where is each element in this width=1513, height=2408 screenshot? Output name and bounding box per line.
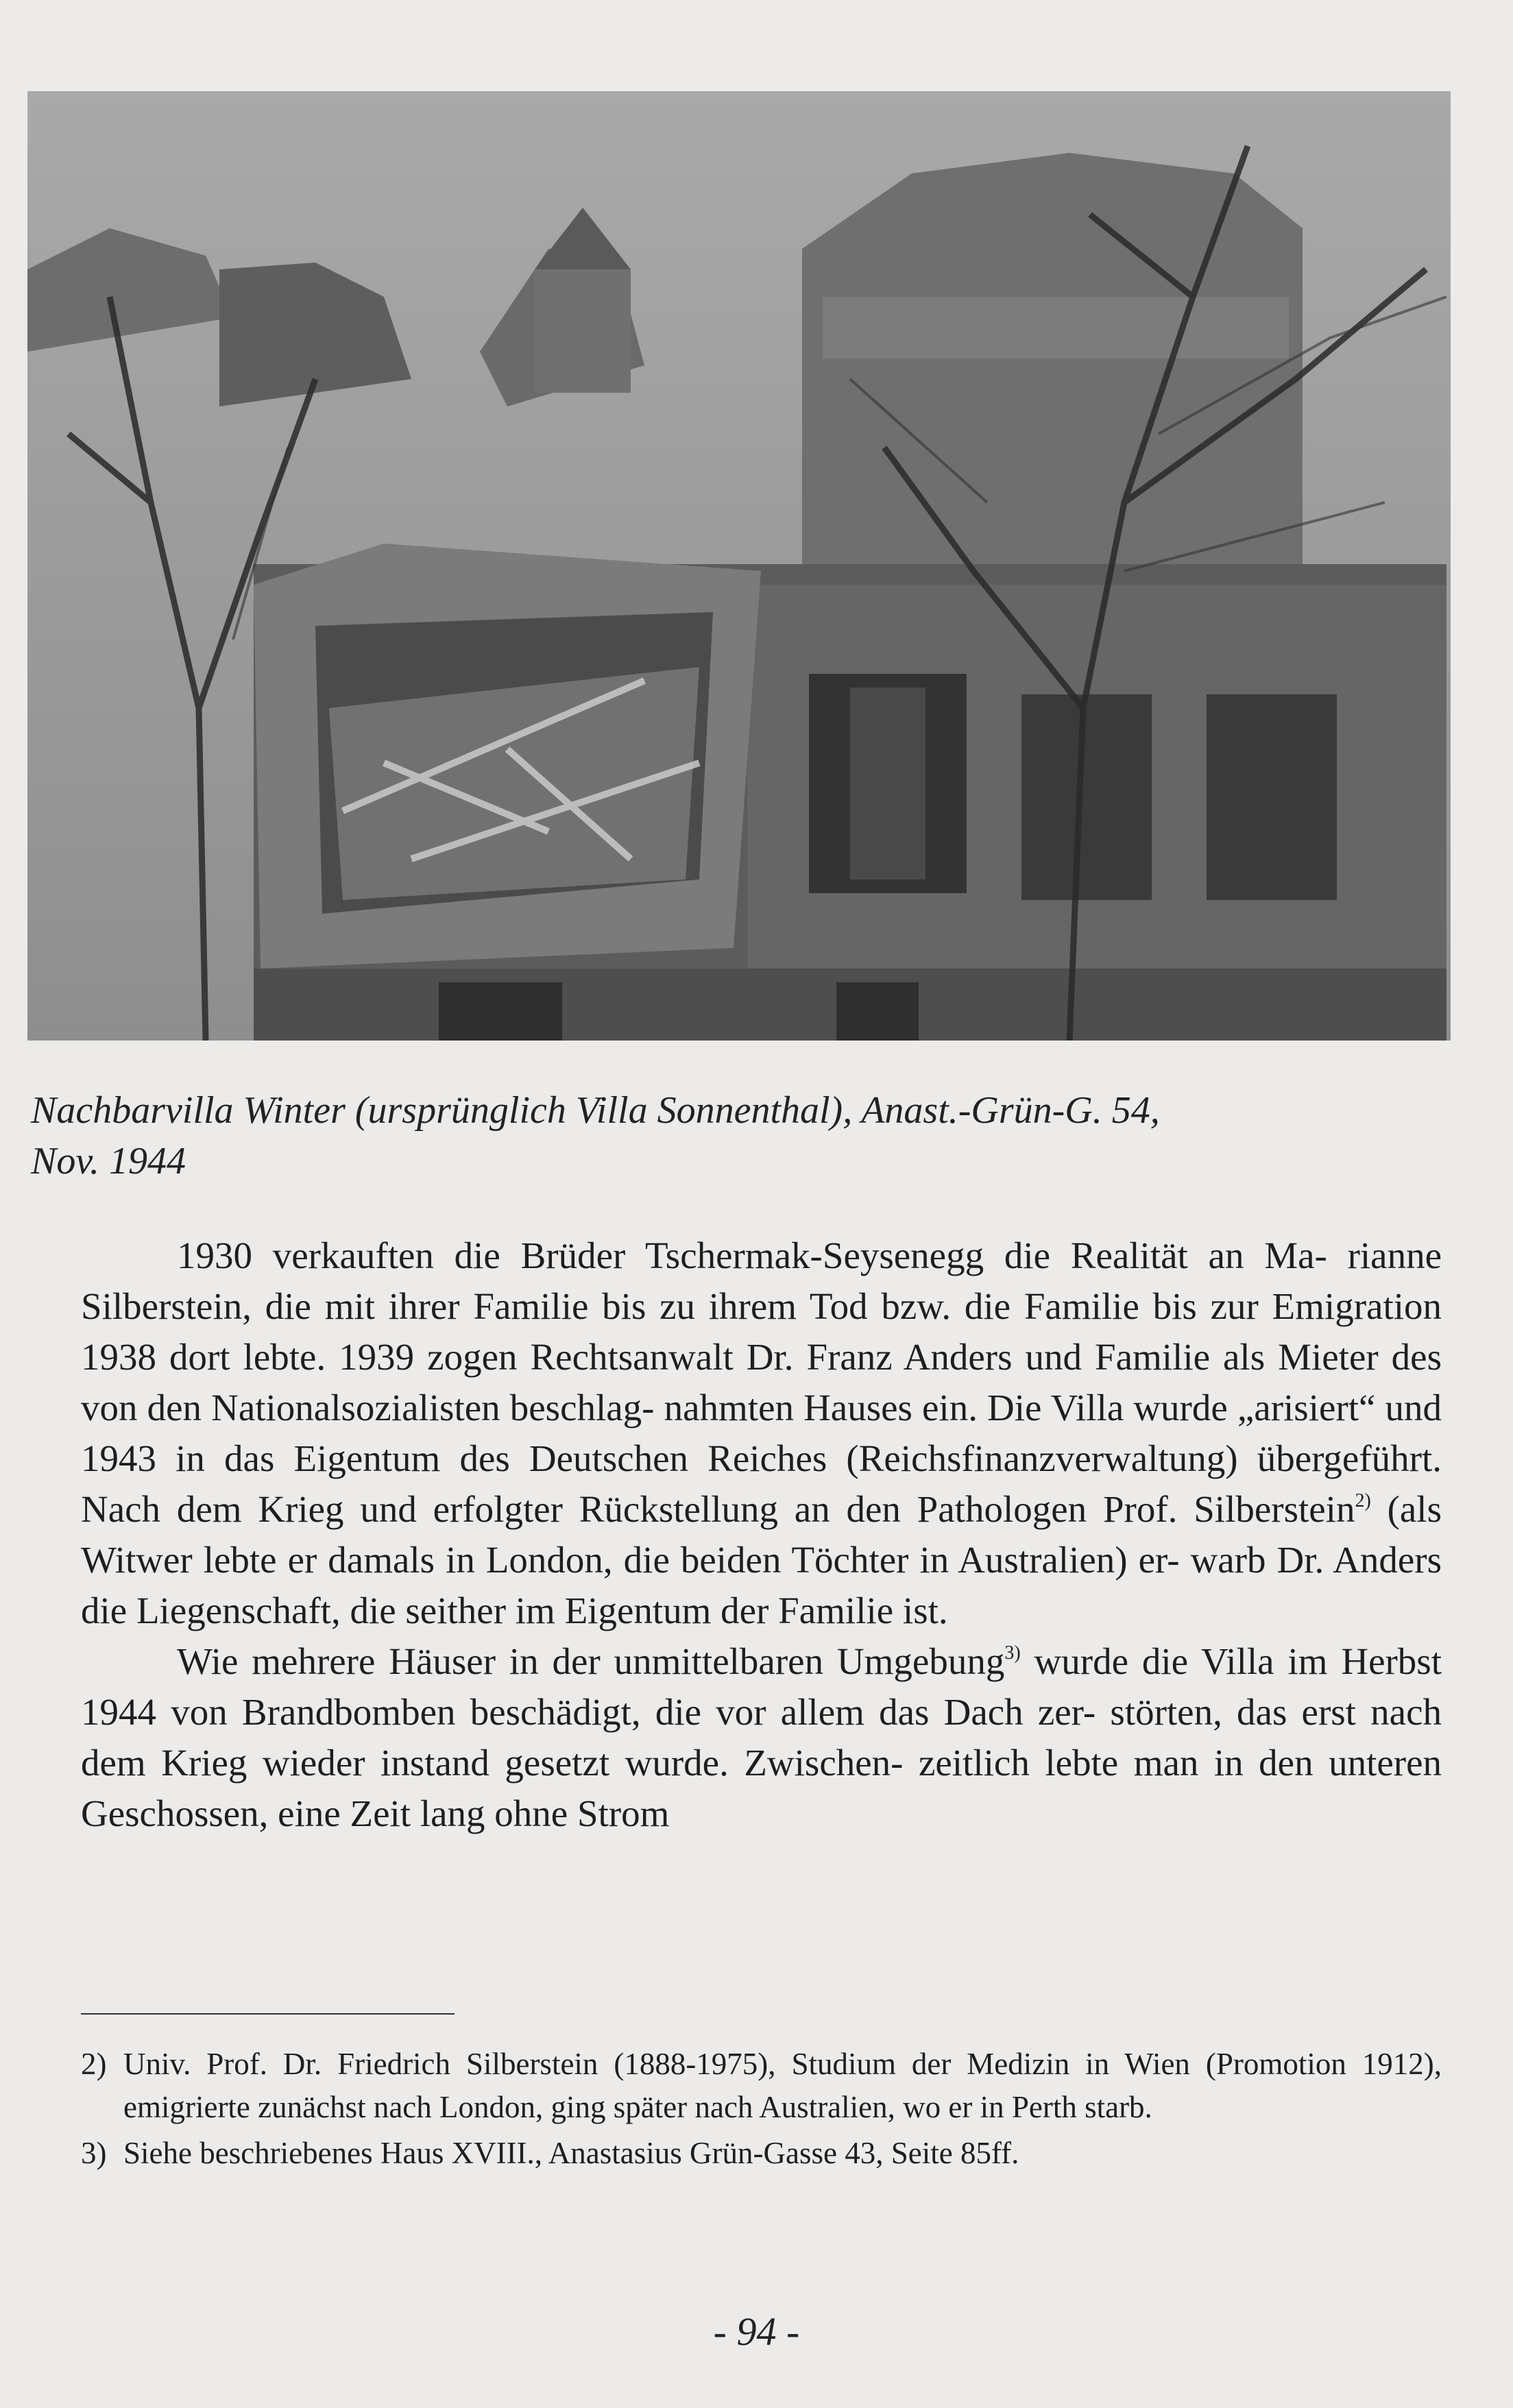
footnote-number: 3)	[81, 2136, 107, 2170]
para2-line: im Herbst 1944 von Brandbomben beschädigt, die vor allem das Dach zer-	[81, 1640, 1442, 1733]
para1-line: bis zur Emigration 1938 dort lebte. 1939 zogen Rechtsanwalt Dr. Franz	[81, 1285, 1442, 1378]
caption-line-1: Nachbarvilla Winter (ursprünglich Villa Sonnenthal), Anast.-Grün-G. 54,	[31, 1089, 1160, 1132]
footnote-divider	[81, 2013, 455, 2015]
footnote-2	[81, 2043, 1442, 2129]
footnote-text: Univ. Prof. Dr. Friedrich Silberstein (1888-1975), Studium der Medizin in Wien (Promotion 1912), emigrierte zunächst nach London, ging später nach Australien, wo er in Perth starb.	[123, 2047, 1442, 2124]
paragraph-1	[81, 1230, 1442, 1636]
para1-line: Witwer lebte er damals in London, die beiden Töchter in Australien) er-	[81, 1539, 1180, 1581]
page-number: - 94 -	[713, 2309, 800, 2354]
para2-after-ref: wurde die Villa	[1020, 1640, 1274, 1682]
para1-line: nahmten Hauses ein. Die Villa wurde „arisiert“ und 1943 in das Eigentum	[81, 1387, 1442, 1479]
para1-after-ref: (als	[1370, 1488, 1442, 1530]
para2-line: störten, das erst nach dem Krieg wieder instand gesetzt wurde. Zwischen-	[81, 1691, 1442, 1784]
footnote-ref-2[interactable]: 2)	[1355, 1490, 1371, 1511]
para1-line: des Deutschen Reiches (Reichsfinanzverwaltung) übergeführt. Nach dem	[81, 1437, 1442, 1530]
footnote-number: 2)	[81, 2047, 107, 2081]
caption-line-2: Nov. 1944	[31, 1140, 186, 1182]
footnote-3	[81, 2132, 1442, 2175]
footnotes	[81, 2043, 1442, 2178]
para2-line: zeitlich lebte man in den unteren Geschossen, eine Zeit lang ohne Strom	[81, 1742, 1442, 1834]
footnote-text: Siehe beschriebenes Haus XVIII., Anastasius Grün-Gasse 43, Seite 85ff.	[123, 2136, 1019, 2170]
footnote-ref-3[interactable]: 3)	[1004, 1642, 1021, 1664]
para1-line: Krieg und erfolgter Rückstellung an den Pathologen Prof. Silberstein	[258, 1488, 1355, 1530]
para1-line: Anders und Familie als Mieter des von den Nationalsozialisten beschlag-	[81, 1336, 1442, 1428]
body-text	[81, 1230, 1442, 1839]
photo-caption	[31, 1085, 1443, 1187]
paragraph-2	[81, 1636, 1442, 1839]
photo-illustration	[27, 91, 1451, 1041]
para1-line: 1930 verkauften die Brüder Tschermak-Seysenegg die Realität an Ma-	[177, 1235, 1327, 1276]
para1-line: warb Dr. Anders die Liegenschaft, die seither im Eigentum der Familie ist.	[81, 1539, 1442, 1631]
para2-line: Wie mehrere Häuser in der unmittelbaren Umgebung	[177, 1640, 1005, 1682]
photograph-damaged-villa	[27, 91, 1451, 1041]
para1-line: rianne Silberstein, die mit ihrer Familie bis zu ihrem Tod bzw. die Familie	[81, 1235, 1442, 1327]
